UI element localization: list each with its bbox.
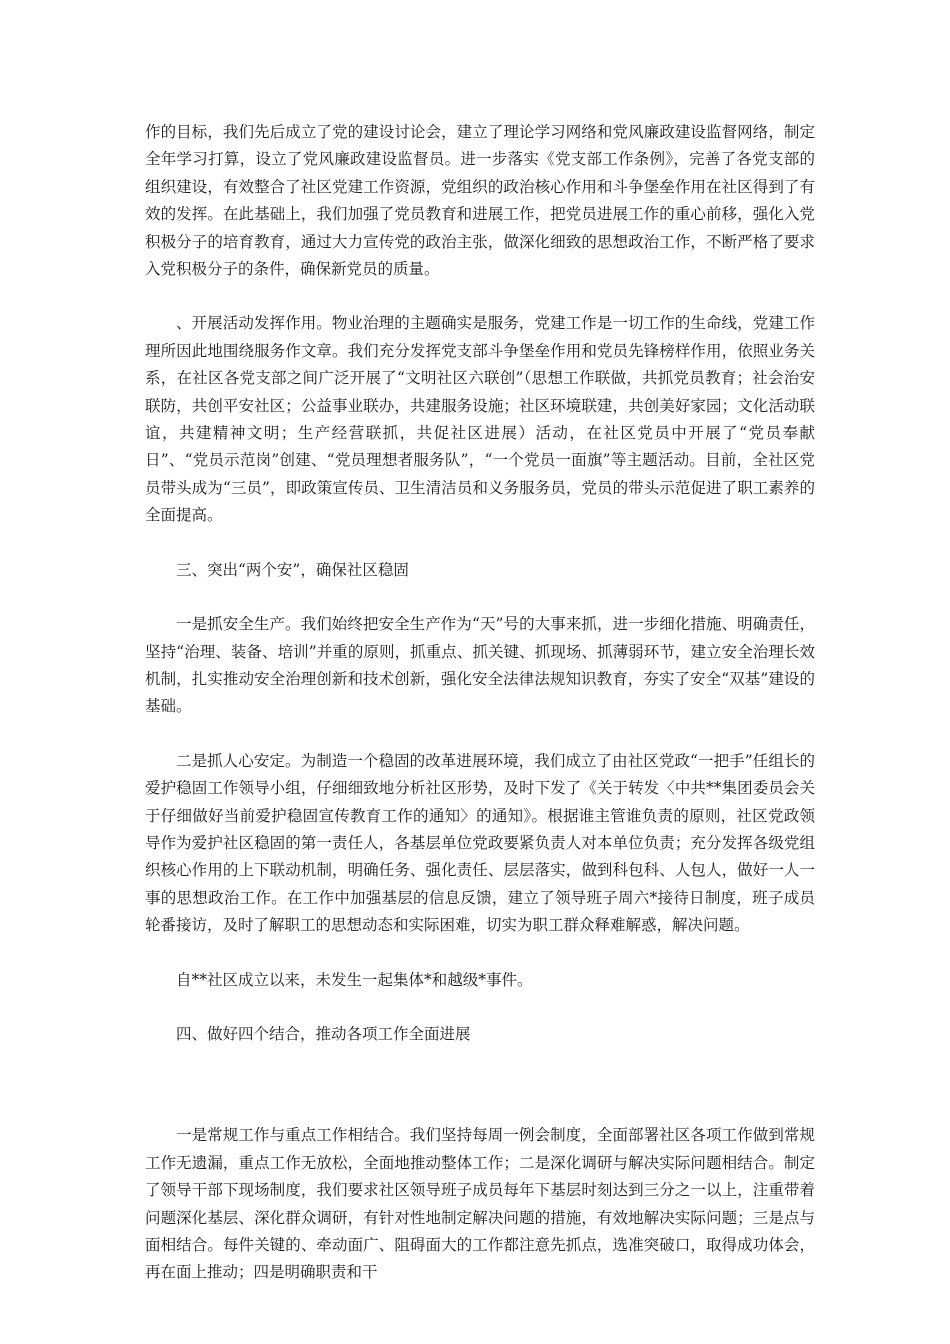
document-body bbox=[145, 119, 815, 1314]
section-heading-three: 三、突出“两个安”，确保社区稳固 bbox=[176, 560, 409, 579]
paragraph-safety-production: 一是抓安全生产。我们始终把安全生产作为“天”号的大事来抓，进一步细化措施、明确责任，坚持“治理、装备、培训”并重的原则，抓重点、抓关键、抓现场、抓薄弱环节，建立安全治理长效机制，扎实推动安全治理创新和技术创新，强化安全法律法规知识教育，夯实了安全“双基”建设的基础。 bbox=[145, 615, 815, 716]
paragraph-activities: 、开展活动发挥作用。物业治理的主题确实是服务，党建工作是一切工作的生命线，党建工作理所因此地围绕服务作文章。我们充分发挥党支部斗争堡垒作用和党员先锋榜样作用，依照业务关系，在社区各党支部之间广泛开展了“文明社区六联创”（思想工作联做，共抓党员教育；社会治安联防，共创平安社区；公益事业联办，共建服务设施；社区环境联建，共创美好家园；文化活动联谊，共建精神文明；生产经营联抓，共促社区进展）活动，在社区党员中开展了“党员奉献日”、“党员示范岗”创建、“党员理想者服务队”，“一个党员一面旗”等主题活动。目前，全社区党员带头成为“三员”，即政策宣传员、卫生清洁员和义务服务员，党员的带头示范促进了职工素养的全面提高。 bbox=[145, 314, 815, 525]
paragraph-stability: 二是抓人心安定。为制造一个稳固的改革进展环境，我们成立了由社区党政“一把手”任组长的爱护稳固工作领导小组，仔细细致地分析社区形势，及时下发了《关于转发〈中共**集团委员会关于仔细做好当前爱护稳固宣传教育工作的通知〉的通知》。根据谁主管谁负责的原则，社区党政领导作为爱护社区稳固的第一责任人，各基层单位党政要紧负责人对本单位负责；充分发挥各级党组织核心作用的上下联动机制，明确任务、强化责任、层层落实，做到科包科、人包人，做好一人一事的思想政治工作。在工作中加强基层的信息反馈，建立了领导班子周六*接待日制度，班子成员轮番接访，及时了解职工的思想动态和实际困难，切实为职工群众释难解惑，解决问题。 bbox=[145, 751, 815, 935]
blank-space bbox=[145, 1075, 815, 1122]
paragraph-no-incidents: 自**社区成立以来，未发生一起集体*和越级*事件。 bbox=[176, 970, 533, 989]
paragraph-party-building-continued: 作的目标，我们先后成立了党的建设讨论会，建立了理论学习网络和党风廉政建设监督网络，制定全年学习打算，设立了党风廉政建设监督员。进一步落实《党支部工作条例》，完善了各党支部的组织建设，有效整合了社区党建工作资源，党组织的政治核心作用和斗争堡垒作用在社区得到了有效的发挥。在此基础上，我们加强了党员教育和进展工作，把党员进展工作的重心前移，强化入党积极分子的培育教育，通过大力宣传党的政治主张，做深化细致的思想政治工作，不断严格了要求入党积极分子的条件，确保新党员的质量。 bbox=[145, 123, 815, 279]
section-heading-four: 四、做好四个结合，推动各项工作全面进展 bbox=[176, 1024, 471, 1043]
paragraph-four-combinations: 一是常规工作与重点工作相结合。我们坚持每周一例会制度，全面部署社区各项工作做到常规工作无遗漏，重点工作无放松，全面地推动整体工作；二是深化调研与解决实际问题相结合。制定了领导干部下现场制度，我们要求社区领导班子成员每年下基层时刻达到三分之一以上，注重带着问题深化基层、深化群众调研，有针对性地制定解决问题的措施，有效地解决实际问题；三是点与面相结合。每件关键的、牵动面广、阻碍面大的工作都注意先抓点，选准突破口，取得成功体会，再在面上推动；四是明确职责和干 bbox=[145, 1126, 815, 1282]
